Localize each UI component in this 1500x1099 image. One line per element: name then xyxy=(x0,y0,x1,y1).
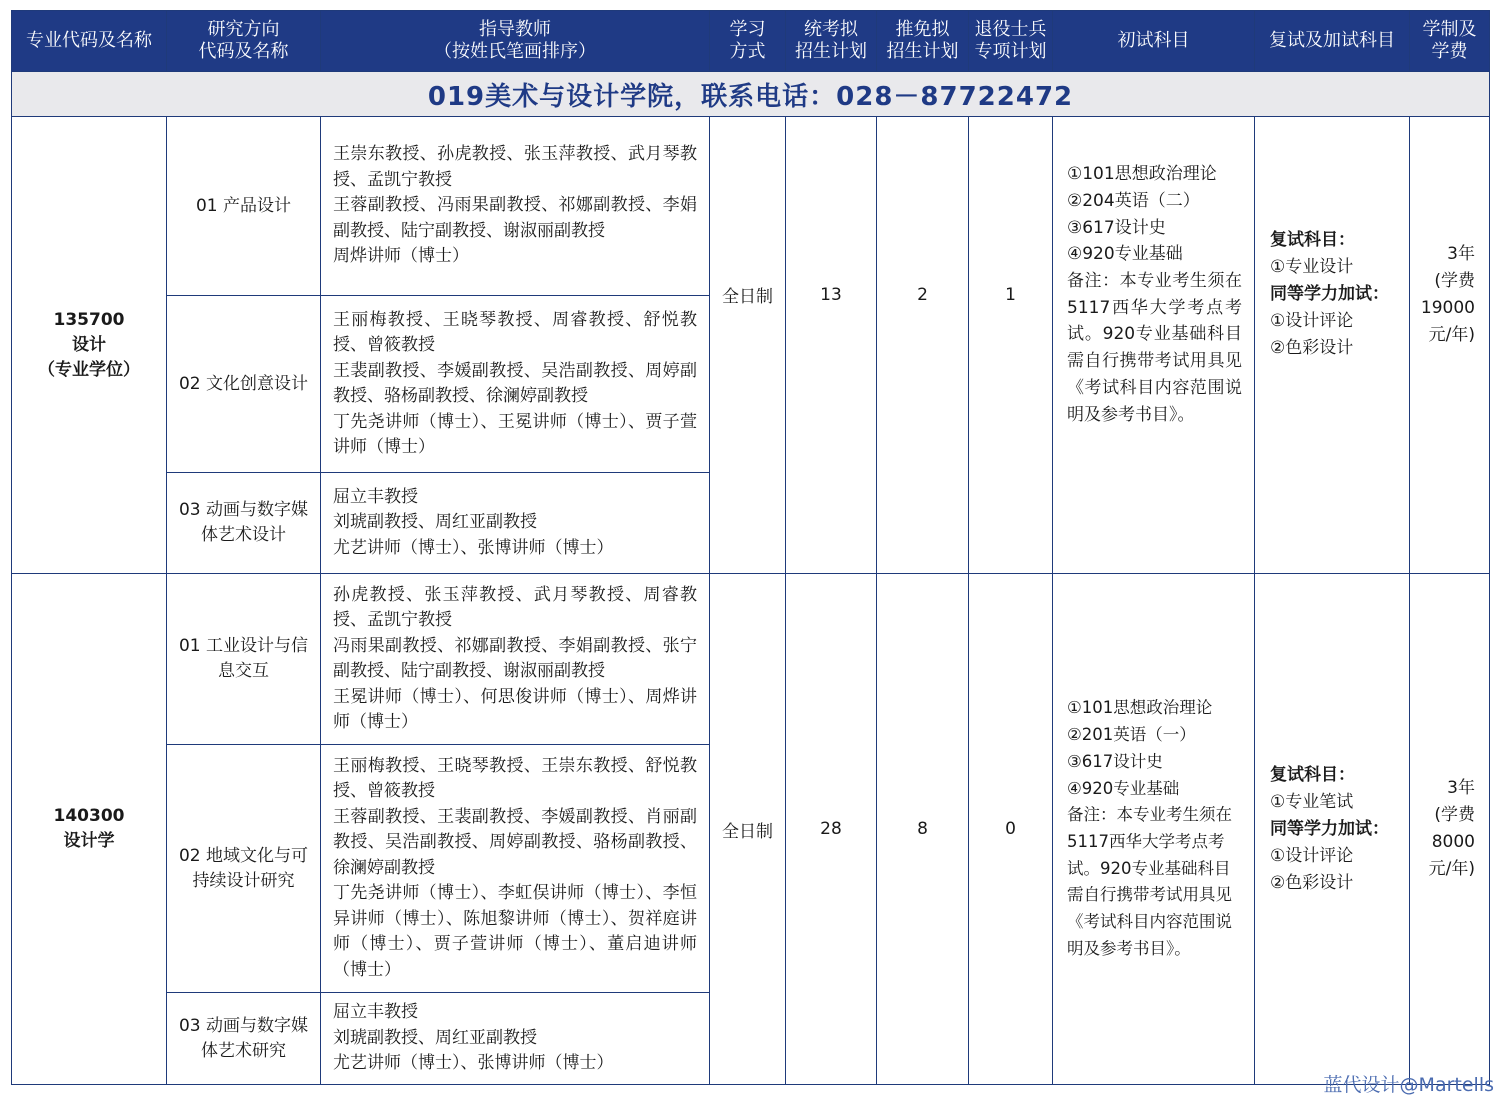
header-unified: 统考拟 招生计划 xyxy=(786,11,877,72)
table-row xyxy=(12,574,1490,745)
teacher-list: 王丽梅教授、王晓琴教授、周睿教授、舒悦教授、曾筱教授 王裴副教授、李媛副教授、吴浩副教授、周婷副教授、骆杨副教授、徐澜婷副教授 丁先尧讲师（博士）、王冕讲师（博士）、贾子萱讲师（博士） xyxy=(321,296,710,473)
exam-subjects: ①101思想政治理论 ②201英语（一） ③617设计史 ④920专业基础 备注：本专业考生须在5117西华大学考点考试。920专业基础科目需自行携带考试用具见《考试科目内容范围说明及参考书目》。 xyxy=(1053,574,1255,1085)
study-mode: 全日制 xyxy=(710,574,786,1085)
unified-plan: 28 xyxy=(786,574,877,1085)
veteran-plan: 0 xyxy=(969,574,1053,1085)
table-row xyxy=(12,473,1490,574)
direction-name: 03 动画与数字媒体艺术研究 xyxy=(167,993,321,1085)
tuition-fee: 3年 (学费 19000 元/年) xyxy=(1410,117,1490,473)
table-row xyxy=(12,117,1490,296)
header-major: 专业代码及名称 xyxy=(12,11,167,72)
empty-cell xyxy=(969,473,1053,574)
teacher-list: 屈立丰教授 刘琥副教授、周红亚副教授 尤艺讲师（博士）、张博讲师（博士） xyxy=(321,993,710,1085)
enrollment-table xyxy=(11,10,1490,1085)
empty-cell xyxy=(877,473,969,574)
empty-cell xyxy=(786,473,877,574)
exam-subjects: ①101思想政治理论 ②204英语（二） ③617设计史 ④920专业基础 备注：本专业考生须在5117西华大学考点考试。920专业基础科目需自行携带考试用具见《考试科目内容范围说明及参考书目》。 xyxy=(1053,117,1255,473)
direction-name: 02 地域文化与可持续设计研究 xyxy=(167,745,321,993)
retest-subjects: 复试科目： ①专业笔试 同等学力加试： ①设计评论 ②色彩设计 xyxy=(1255,574,1410,1085)
header-direction: 研究方向 代码及名称 xyxy=(167,11,321,72)
teacher-list: 王崇东教授、孙虎教授、张玉萍教授、武月琴教授、孟凯宁教授 王蓉副教授、冯雨果副教授、祁娜副教授、李娟副教授、陆宁副教授、谢淑丽副教授 周烨讲师（博士） xyxy=(321,117,710,296)
header-veteran: 退役士兵 专项计划 xyxy=(969,11,1053,72)
empty-cell xyxy=(1410,473,1490,574)
retest-subjects: 复试科目： ①专业设计 同等学力加试： ①设计评论 ②色彩设计 xyxy=(1255,117,1410,473)
study-mode: 全日制 xyxy=(710,117,786,473)
veteran-plan: 1 xyxy=(969,117,1053,473)
direction-name: 03 动画与数字媒体艺术设计 xyxy=(167,473,321,574)
empty-cell xyxy=(710,473,786,574)
header-recommended: 推免拟 招生计划 xyxy=(877,11,969,72)
teacher-list: 屈立丰教授 刘琥副教授、周红亚副教授 尤艺讲师（博士）、张博讲师（博士） xyxy=(321,473,710,574)
teacher-list: 王丽梅教授、王晓琴教授、王崇东教授、舒悦教授、曾筱教授 王蓉副教授、王裴副教授、李媛副教授、肖丽副教授、吴浩副教授、周婷副教授、骆杨副教授、徐澜婷副教授 丁先尧讲师（博士）、李虹俣讲师（博士）、李恒异讲师（博士）、陈旭黎讲师（博士）、贺祥庭讲师（博士）、贾子萱讲师（博士）、董启迪讲师（博士） xyxy=(321,745,710,993)
header-mode: 学习 方式 xyxy=(710,11,786,72)
empty-cell xyxy=(1053,473,1255,574)
major-cell: 135700 设计 （专业学位） xyxy=(12,117,167,574)
major-cell: 140300 设计学 xyxy=(12,574,167,1085)
header-retest: 复试及加试科目 xyxy=(1255,11,1410,72)
college-title: 019美术与设计学院，联系电话：028－87722472 xyxy=(12,72,1490,117)
empty-cell xyxy=(1255,473,1410,574)
section-row xyxy=(12,72,1490,117)
header-exam: 初试科目 xyxy=(1053,11,1255,72)
direction-name: 01 工业设计与信息交互 xyxy=(167,574,321,745)
recommended-plan: 8 xyxy=(877,574,969,1085)
tuition-fee: 3年 (学费 8000 元/年) xyxy=(1410,574,1490,1085)
unified-plan: 13 xyxy=(786,117,877,473)
header-teachers: 指导教师 （按姓氏笔画排序） xyxy=(321,11,710,72)
direction-name: 02 文化创意设计 xyxy=(167,296,321,473)
direction-name: 01 产品设计 xyxy=(167,117,321,296)
header-fee: 学制及 学费 xyxy=(1410,11,1490,72)
teacher-list: 孙虎教授、张玉萍教授、武月琴教授、周睿教授、孟凯宁教授 冯雨果副教授、祁娜副教授、李娟副教授、张宁副教授、陆宁副教授、谢淑丽副教授 王冕讲师（博士）、何思俊讲师（博士）、周烨讲师（博士） xyxy=(321,574,710,745)
header-row xyxy=(12,11,1490,72)
watermark: 蓝代设计@Martells xyxy=(1323,1074,1494,1096)
recommended-plan: 2 xyxy=(877,117,969,473)
